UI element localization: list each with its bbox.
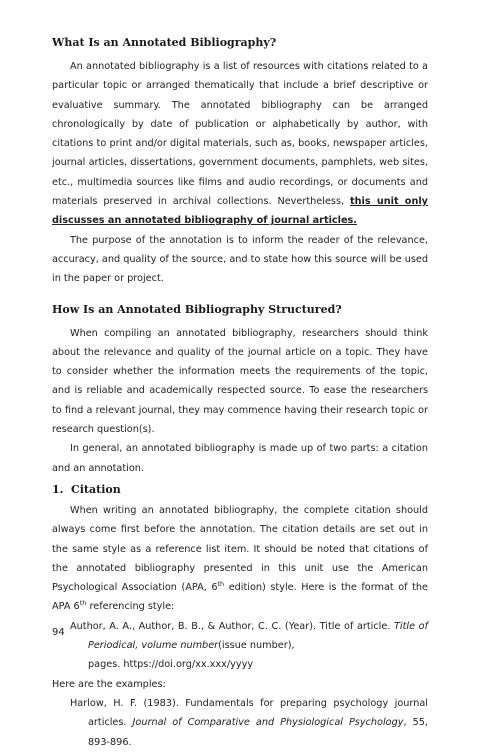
reference-text: Harlow, H. F. (1983). Fundamentals for preparing psychology journal articles.	[70, 697, 428, 729]
intro-text: An annotated bibliography is a list of resources with citations related to a particular topic or arranged thematically that include a brief descriptive or evaluative summary. The annotated bibliography can be arranged chronologically by date of publication or alphabetically by author, with citations to print and/or digital materials, such as, books, newspaper articles, journal articles, dissertations, government documents, pamphlets, web sites, etc., multimedia sources like films and audio recordings, or documents and materials preserved in archival collections. Nevertheless,	[52, 61, 428, 208]
examples-label: Here are the examples:	[52, 678, 166, 690]
example-reference	[52, 694, 428, 752]
format-text: Author, A. A., Author, B. B., & Author, C. C. (Year). Title of article.	[70, 620, 395, 632]
intro-paragraph	[52, 57, 428, 231]
document-page	[52, 36, 428, 752]
format-text: (issue number),	[218, 640, 295, 652]
section-heading: What Is an Annotated Bibliography?	[52, 36, 277, 49]
citation-text: edition) style. Here is the format of the APA 6	[52, 582, 428, 613]
format-template-pages: pages. https://doi.org/xx.xxx/yyyy	[88, 659, 254, 671]
subsection-number: 1.	[52, 482, 64, 496]
superscript: th	[217, 579, 225, 588]
body-paragraph: When compiling an annotated bibliography, researchers should think about the relevance and quality of the journal article on a topic. They have to consider whether the information meets the requirements of the topic, and is reliable and academically respected source. To ease the researchers to find a relevant journal, they may commence having their research topic or research question(s).	[52, 327, 428, 436]
reference-text: , 55, 893-896.	[88, 717, 428, 748]
superscript: th	[79, 599, 87, 608]
emphasized-text: this unit only discusses an annotated bibliography of journal articles.	[52, 196, 428, 227]
citation-paragraph	[52, 501, 428, 617]
citation-text: referencing style:	[86, 601, 175, 613]
citation-text: When writing an annotated bibliography, the complete citation should always come first before the annotation. The citation details are set out in the same style as a reference list item. It should be noted that citations of the annotated bibliography presented in this unit use the American Psychological Association (APA, 6	[52, 504, 428, 594]
section-heading: How Is an Annotated Bibliography Structured?	[52, 302, 342, 316]
journal-title: Journal of Comparative and Physiological Psychology	[132, 717, 404, 729]
format-template	[52, 617, 428, 656]
format-italic: Title of Periodical, volume number	[88, 620, 429, 652]
subsection-title: Citation	[71, 482, 121, 496]
subsection-heading	[52, 483, 428, 497]
page-number: 94	[52, 627, 65, 638]
purpose-paragraph: The purpose of the annotation is to inform the reader of the relevance, accuracy, and quality of the source, and to state how this source will be used in the paper or project.	[52, 234, 428, 285]
body-paragraph: In general, an annotated bibliography is made up of two parts: a citation and an annotation.	[52, 443, 428, 474]
